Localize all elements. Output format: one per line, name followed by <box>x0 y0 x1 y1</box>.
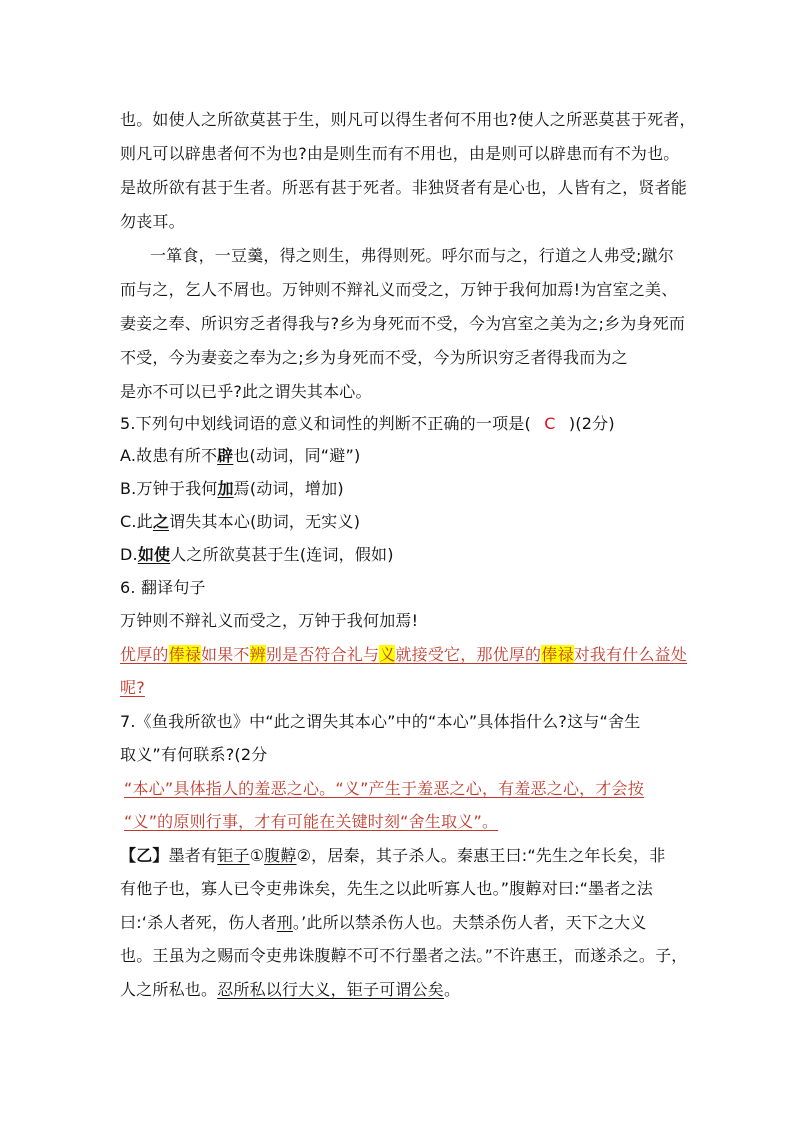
option-underlined-word: 之 <box>152 512 170 531</box>
option-text: 谓失其本心(助词，无实义) <box>169 512 361 531</box>
question-7-answer: “本心”具体指人的羞恶之心。“义”产生于羞恶之心，有羞恶之心，才会按 <box>124 779 644 798</box>
underlined-term: 腹䵍 <box>264 846 297 865</box>
question-5-option-d <box>120 542 394 565</box>
underlined-term: 钜子 <box>217 846 250 865</box>
option-underlined-word: 加 <box>217 479 234 498</box>
passage-line: 也。如使人之所欲莫甚于生，则凡可以得生者何不用也?使人之所恶莫甚于死者， <box>120 110 696 129</box>
option-text: C.此 <box>120 512 153 531</box>
question-5-option-c <box>120 509 360 532</box>
underlined-term: 刑 <box>276 913 293 932</box>
answer-text: 就接受它，那优厚的 <box>395 645 542 664</box>
passage-line: 而与之，乞人不屑也。万钟则不辩礼义而受之，万钟于我何加焉!为宫室之美、 <box>120 280 678 299</box>
passage-text: ① <box>249 846 265 865</box>
question-6-sentence: 万钟则不辩礼义而受之，万钟于我何加焉! <box>120 611 419 630</box>
answer-text: 对我有什么益处 <box>573 645 688 664</box>
passage-yi-line <box>120 977 460 1000</box>
answer-highlight: 俸禄 <box>541 645 574 664</box>
question-6-answer-cont: 呢? <box>120 678 145 697</box>
option-text: D. <box>120 545 138 564</box>
question-5-stem-text: 5.下列句中划线词语的意义和词性的判断不正确的一项是( <box>120 414 531 433</box>
option-text: B.万钟于我何 <box>120 479 218 498</box>
passage-yi-tag: 【乙】 <box>120 846 169 865</box>
passage-yi-line: 也。王虽为之赐而令吏弗诛腹䵍不可不行墨者之法。”不许惠王，而遂杀之。子， <box>120 946 688 965</box>
passage-line: 则凡可以辟患者何不为也?由是则生而有不用也，由是则可以辟患而有不为也。 <box>120 144 680 163</box>
passage-yi-line <box>120 910 647 933</box>
option-text: 人之所欲莫甚于生(连词，假如) <box>170 545 394 564</box>
question-5-score: )(2分) <box>568 414 615 433</box>
underlined-term: 忍所私以行大义，钜子可谓公矣 <box>217 980 445 999</box>
passage-line: 是亦不可以已乎?此之谓失其本心。 <box>120 382 372 401</box>
question-6-title: 6. 翻译句子 <box>120 578 206 597</box>
question-7-stem-cont: 取义”有何联系?(2分 <box>120 745 268 764</box>
passage-text: 曰:‘杀人者死，伤人者 <box>120 913 277 932</box>
question-5-answer: C <box>544 414 556 433</box>
passage-line: 不受，今为妻妾之奉为之;乡为身死而不受，今为所识穷乏者得我而为之 <box>120 348 628 367</box>
passage-text: 。 <box>444 980 461 999</box>
question-5-option-b <box>120 476 344 499</box>
passage-text: 墨者有 <box>168 846 218 865</box>
option-underlined-word: 辟 <box>217 446 234 465</box>
answer-highlight: 俸禄 <box>168 645 202 664</box>
passage-line: 勿丧耳。 <box>120 212 185 231</box>
passage-yi-line <box>120 843 665 866</box>
answer-highlight: 辨 <box>249 645 266 664</box>
question-7-answer-cont: “义”的原则行事，才有可能在关键时刻“舍生取义”。 <box>124 812 499 831</box>
passage-line: 妻妾之奉、所识穷乏者得我与?乡为身死而不受，今为宫室之美为之;乡为身死而 <box>120 314 686 333</box>
question-5-option-a <box>120 443 360 466</box>
answer-text: 优厚的 <box>120 645 169 664</box>
passage-line: 一箪食，一豆羹，得之则生，弗得则死。呼尔而与之，行道之人弗受;蹴尔 <box>150 246 674 265</box>
option-underlined-word: 如使 <box>137 545 171 564</box>
question-5-stem <box>120 411 615 434</box>
answer-text: 别是否符合礼与 <box>265 645 380 664</box>
question-6-answer <box>120 642 687 665</box>
passage-line: 是故所欲有甚于生者。所恶有甚于死者。非独贤者有是心也，人皆有之，贤者能 <box>120 178 688 197</box>
answer-highlight: 义 <box>379 645 396 664</box>
passage-text: ②，居秦，其子杀人。秦惠王曰:“先生之年长矣，非 <box>296 846 666 865</box>
passage-yi-line: 有他子也，寡人已令吏弗诛矣，先生之以此听寡人也。”腹䵍对曰:“墨者之法 <box>120 879 653 898</box>
passage-text: 。’此所以禁杀伤人也。夫禁杀伤人者，天下之大义 <box>292 913 647 932</box>
question-7-stem: 7.《鱼我所欲也》中“此之谓失其本心”中的“本心”具体指什么?这与“舍生 <box>120 712 641 731</box>
answer-text: 如果不 <box>201 645 250 664</box>
option-text: 也(动词，同“避”) <box>233 446 361 465</box>
option-text: A.故患有所不 <box>120 446 218 465</box>
option-text: 焉(动词，增加) <box>233 479 344 498</box>
passage-text: 人之所私也。 <box>120 980 218 999</box>
